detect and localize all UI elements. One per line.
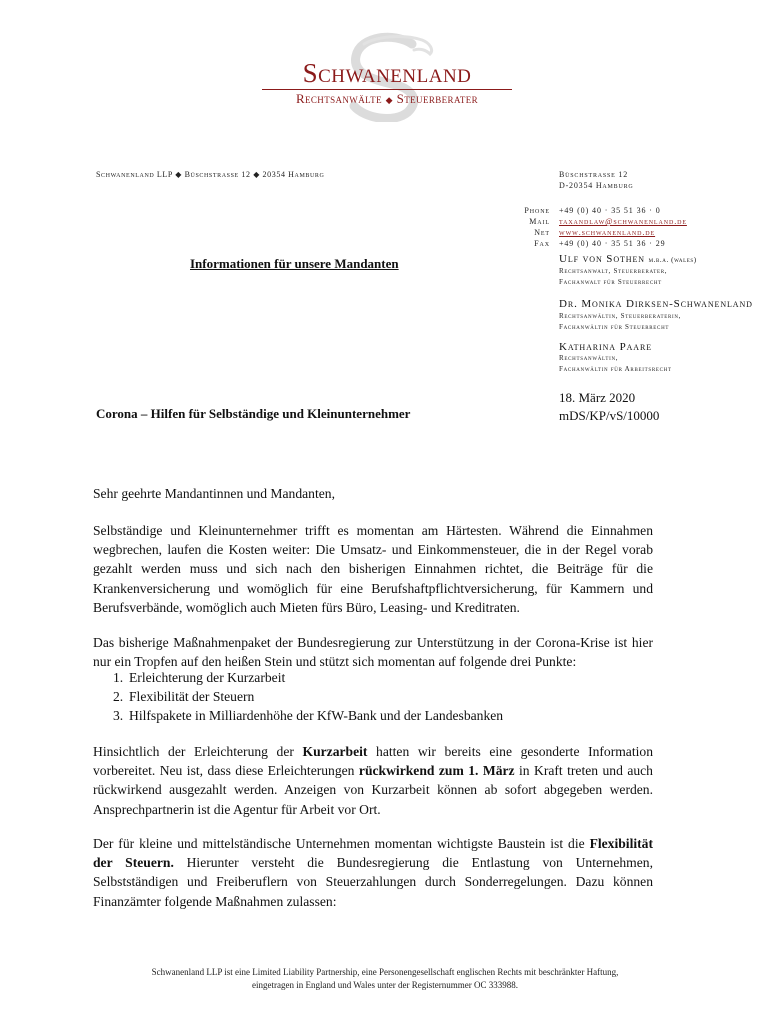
email-link[interactable]: taxandlaw@schwanenland.de: [559, 217, 687, 226]
legal-footer: [60, 966, 710, 992]
net-label: Net: [534, 228, 550, 237]
partner-2-title-1: Rechtsanwältin, Steuerberaterin,: [559, 312, 682, 320]
paragraph-3: [93, 742, 653, 819]
paragraph-4: [93, 834, 653, 911]
letter-date: 18. März 2020: [559, 390, 636, 405]
info-heading: Informationen für unsere Mandanten: [190, 256, 399, 271]
address-street: Büschstrasse 12: [559, 170, 629, 179]
subject-line: Corona – Hilfen für Selbständige und Kleinunternehmer: [96, 406, 411, 421]
sender-address-line: Schwanenland LLP ◆ Büschstrasse 12 ◆ 20354 Hamburg: [96, 170, 325, 179]
website-link[interactable]: www.schwanenland.de: [559, 228, 656, 237]
phone-label: Phone: [524, 206, 550, 215]
partner-3-name: Katharina Paare: [559, 341, 652, 353]
date-reference: [559, 389, 659, 425]
partner-3-title-2: Fachanwältin für Arbeitsrecht: [559, 365, 672, 373]
partner-1-name: Ulf von Sothen: [559, 253, 645, 265]
firm-subtitle: [262, 91, 512, 107]
partner-1-title-1: Rechtsanwalt, Steuerberater,: [559, 267, 668, 275]
list-item: [93, 668, 653, 687]
fax-value: +49 (0) 40 · 35 51 36 · 29: [559, 239, 666, 248]
address-city: D-20354 Hamburg: [559, 181, 634, 190]
p3-text-e: in Kraft treten und auch rückwirkend ausgezahlt werden. Anzeigen von Kurzarbeit können ab sofort abgegeben werden. Ansprechpartnerin ist die Agentur für Arbeit vor Ort.: [93, 763, 653, 817]
p3-text-c: hatten wir bereits eine gesonderte Information vorbereitet. Neu ist, dass diese Erleichterungen: [93, 744, 653, 779]
paragraph-1: Selbständige und Kleinunternehmer trifft es momentan am Härtesten. Während die Einnahmen wegbrechen, laufen die Kosten weiter: Die Umsatz- und Einkommensteuer, die in der Regel vorab gezahlt werden muss und sich nach den bisherigen Einnahmen richtet, die Beiträge für die Krankenversicherung und womöglich für eine Berufshaftpflichtversicherung, für Kammern und Berufsverbände, womöglich auch Mieten fürs Büro, Leasing- und Kreditraten.: [93, 523, 653, 615]
salutation: Sehr geehrte Mandantinnen und Mandanten,: [93, 486, 335, 501]
p3-bold-kurzarbeit: Kurzarbeit: [302, 744, 368, 759]
subtitle-right: Steuerberater: [396, 91, 479, 106]
p4-bold-flexibilitaet: Flexibilität der Steuern.: [93, 836, 653, 871]
subtitle-left: Rechtsanwälte: [295, 91, 382, 106]
diamond-separator-icon: ◆: [385, 95, 393, 105]
partner-1-title-2: Fachanwalt für Steuerrecht: [559, 278, 662, 286]
p4-text-c: Hierunter versteht die Bundesregierung die Entlastung von Unternehmen, Selbstständigen und Freiberuflern von Steuerzahlungen durch Sonderregelungen. Dazu können Finanzämter folgende Maßnahmen zulassen:: [93, 855, 653, 909]
partner-2-name: Dr. Monika Dirksen-Schwanenland: [559, 298, 753, 310]
list-text: Flexibilität der Steuern: [129, 689, 255, 704]
p4-text-a: Der für kleine und mittelständische Unternehmen momentan wichtigste Baustein ist die: [93, 836, 590, 851]
reference-code: mDS/KP/vS/10000: [559, 408, 660, 423]
footer-line-2: eingetragen in England und Wales unter der Registernummer OC 333988.: [251, 980, 519, 990]
firm-brand-name: Schwanenland: [302, 58, 472, 88]
measures-list: [93, 668, 653, 725]
partner-3-title-1: Rechtsanwältin,: [559, 354, 619, 362]
list-text: Hilfspakete in Milliardenhöhe der KfW-Bank und der Landesbanken: [129, 708, 504, 723]
list-item: [93, 706, 653, 725]
contact-labels: [490, 205, 550, 249]
list-text: Erleichterung der Kurzarbeit: [129, 670, 286, 685]
list-number: 3.: [113, 708, 124, 723]
mail-label: Mail: [529, 217, 550, 226]
fax-label: Fax: [534, 239, 550, 248]
partner-2-title-2: Fachanwältin für Steuerrecht: [559, 323, 670, 331]
partner-1-degree: m.b.a. (wales): [648, 256, 697, 264]
phone-value: +49 (0) 40 · 35 51 36 · 0: [559, 206, 661, 215]
paragraph-2: Das bisherige Maßnahmenpaket der Bundesregierung zur Unterstützung in der Corona-Krise ist hier nur ein Tropfen auf den heißen Stein und stützt sich momentan auf folgende drei Punkte:: [93, 635, 653, 670]
brand-divider: [262, 89, 512, 90]
contact-values: [559, 205, 687, 249]
list-number: 2.: [113, 689, 124, 704]
list-item: [93, 687, 653, 706]
list-number: 1.: [113, 670, 124, 685]
p3-bold-rueckwirkend: rückwirkend zum 1. März: [358, 763, 515, 779]
partner-name: [559, 253, 697, 265]
p3-text-a: Hinsichtlich der Erleichterung der: [93, 744, 303, 759]
footer-line-1: Schwanenland LLP ist eine Limited Liability Partnership, eine Personengesellschaft englischen Rechts mit beschränkter Haftung,: [151, 967, 619, 977]
